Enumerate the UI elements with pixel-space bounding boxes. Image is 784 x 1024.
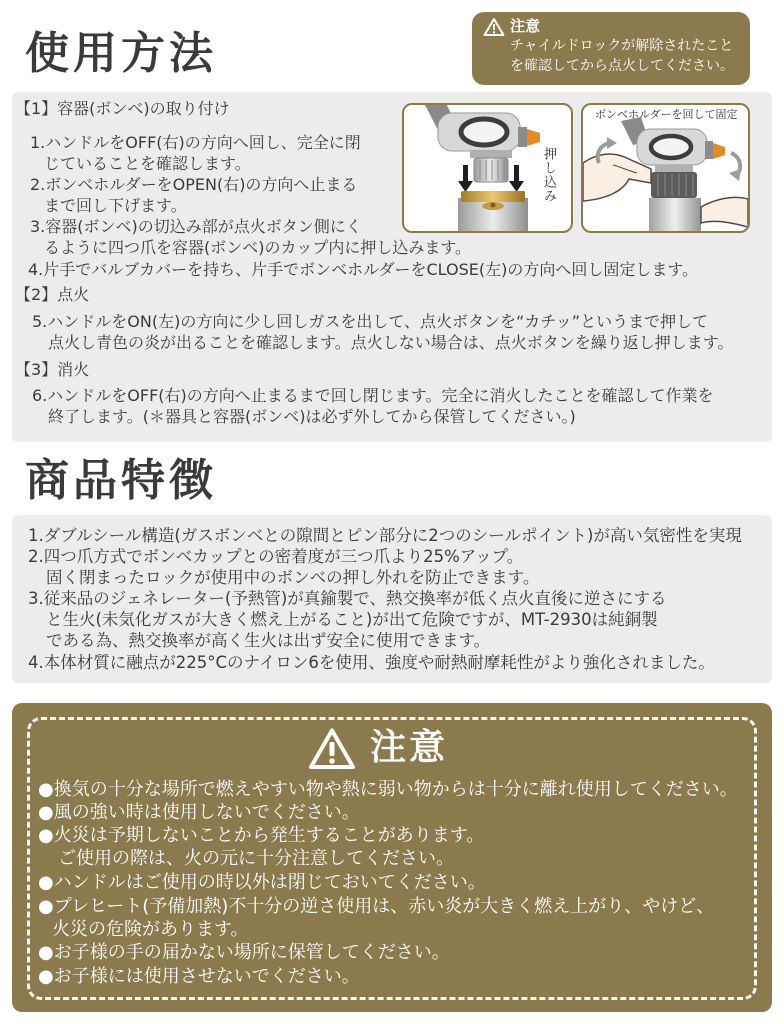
- instruction-line: るように四つ爪を容器(ボンベ)のカップ内に押し込みます。: [44, 238, 472, 257]
- caution-line: ●プレヒート(予備加熱)不十分の逆さ使用は、赤い炎が大きく燃え上がり、やけど、: [38, 896, 715, 917]
- features-panel: [12, 515, 772, 683]
- caution-line: ●ハンドルはご使用の時以外は閉じておいてください。: [38, 872, 486, 893]
- section-heading: 【1】容器(ボンベ)の取り付け: [15, 99, 230, 118]
- rotate-holder-caption: ボンベホルダーを回して固定: [595, 108, 738, 121]
- cylinder-holder: [651, 172, 697, 198]
- instruction-line: 5.ハンドルをON(左)の方向に少し回しガスを出して、点火ボタンを“カチッ”というまで押して: [32, 312, 709, 331]
- section-heading: 【2】点火: [15, 285, 90, 304]
- gas-cylinder: [458, 191, 528, 231]
- figure-rotate-holder: [581, 103, 750, 233]
- instruction-line: 3.容器(ボンベ)の切込み部が点火ボタン側にく: [30, 217, 362, 236]
- feature-line: 3.従来品のジェネレーター(予熱管)が真鍮製で、熱交換率が低く点火直後に逆さにする: [28, 589, 667, 608]
- feature-line: 2.四つ爪方式でボンベカップとの密着度が三つ爪より25%アップ。: [28, 547, 524, 566]
- feature-line: である為、熱交換率が高く生火は出ず安全に使用できます。: [46, 631, 491, 650]
- feature-line: と生火(未気化ガスが大きく燃え上がること)が出て危険ですが、MT-2930は純銅製: [46, 610, 658, 629]
- cylinder-holder: [474, 158, 508, 182]
- right-hand: [701, 197, 748, 227]
- caution-line: ●火災は予期しないことから発生することがあります。: [38, 825, 485, 846]
- instruction-line: 6.ハンドルをOFF(右)の方向へ止まるまで回し閉じます。完全に消火したことを確認して作業を: [32, 386, 714, 405]
- caution-line: ●お子様の手の届かない場所に保管してください。: [38, 942, 450, 963]
- torch-rotate-holder-illustration: [583, 105, 748, 231]
- feature-line: 1.ダブルシール構造(ガスボンベとの隙間とピン部分に2つのシールポイント)が高い気密性を実現: [28, 526, 742, 545]
- caution-line: 火災の危険があります。: [52, 919, 249, 940]
- torch-body: [424, 105, 540, 158]
- usage-title: 使用方法: [25, 28, 217, 79]
- caution-box: [12, 703, 772, 1012]
- instruction-line: まで回し下げます。: [44, 196, 187, 215]
- instruction-line: 4.片手でバルブカバーを持ち、片手でボンベホルダーをCLOSE(左)の方向へ回し固定します。: [28, 260, 699, 279]
- caution-title: 注意: [370, 727, 449, 768]
- child-lock-notice: [472, 12, 750, 85]
- caution-line: ●お子様には使用させないでください。: [38, 966, 360, 987]
- notice-line: を確認してから点火してください。: [510, 58, 734, 74]
- gas-cylinder: [649, 198, 701, 231]
- warning-icon: [308, 727, 356, 771]
- push-in-label: 押し込み: [541, 147, 556, 203]
- instruction-line: 2.ボンベホルダーをOPEN(右)の方向へ止まる: [30, 175, 358, 194]
- feature-line: 4.本体材質に融点が225°Cのナイロン6を使用、強度や耐熱耐摩耗性がより強化されました。: [28, 653, 715, 672]
- notice-line: チャイルドロックが解除されたこと: [510, 38, 734, 54]
- caution-line: ●換気の十分な場所で燃えやすい物や熱に弱い物からは十分に離れ使用してください。: [38, 779, 738, 800]
- caution-line: ご使用の際は、火の元に十分注意してください。: [58, 848, 454, 869]
- instruction-line: 終了します。(＊器具と容器(ボンベ)は必ず外してから保管してください。): [48, 407, 576, 426]
- feature-line: 固く閉まったロックが使用中のボンベの押し外れを防止できます。: [46, 568, 540, 587]
- instruction-line: じていることを確認します。: [44, 154, 251, 173]
- figure-push-in: [402, 103, 573, 233]
- usage-panel: [12, 92, 772, 442]
- notice-title: 注意: [510, 17, 541, 35]
- instruction-line: 点火し青色の炎が出ることを確認します。点火しない場合は、点火ボタンを繰り返し押します。: [48, 333, 734, 352]
- features-title: 商品特徴: [25, 455, 217, 506]
- caution-line: ●風の強い時は使用しないでください。: [38, 802, 360, 823]
- section-heading: 【3】消火: [15, 360, 90, 379]
- warning-icon: [483, 17, 505, 37]
- instruction-line: 1.ハンドルをOFF(右)の方向へ回し、完全に閉: [30, 133, 361, 152]
